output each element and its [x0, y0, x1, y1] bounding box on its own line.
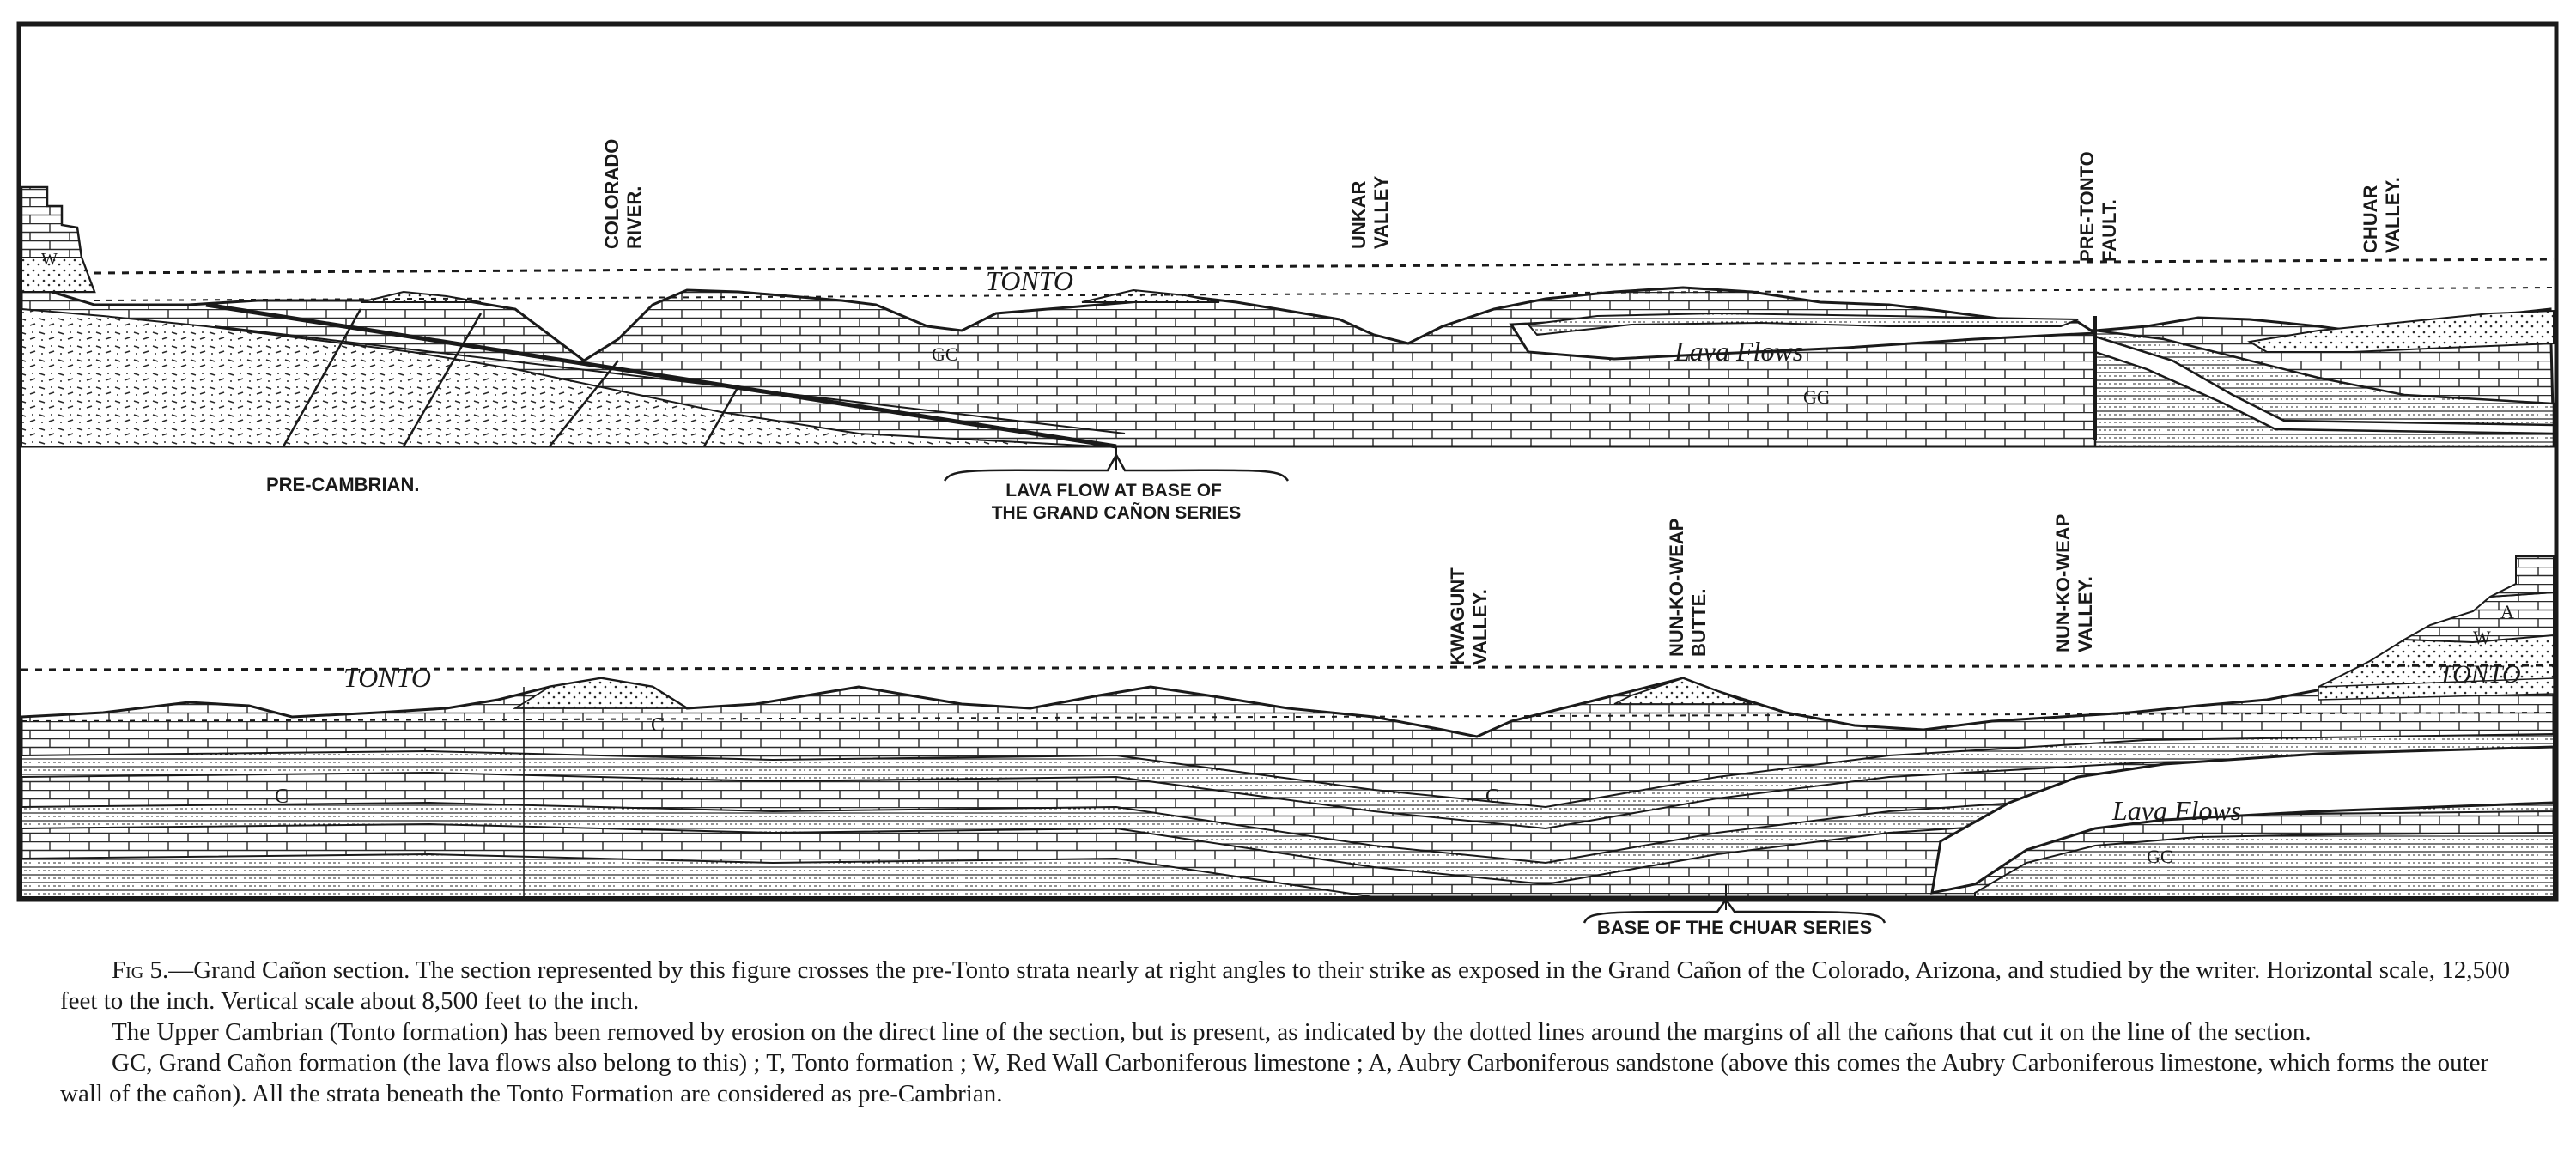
svg-text:NUN-KO-WEAP VALLEY. [2052, 509, 2096, 652]
caption-paragraph-1 [60, 955, 2533, 1016]
label-unkar-valley-1: UNKAR [1348, 180, 1370, 249]
label-top-w: W [41, 250, 58, 269]
label-top-gc-left: GC [932, 343, 958, 365]
label-nun-ko-weap-butte-2: BUTTE. [1688, 588, 1710, 657]
label-unkar-valley-2: VALLEY [1370, 175, 1392, 249]
label-pre-tonto-fault-1: PRE-TONTO [2076, 151, 2098, 262]
label-bottom-lava-flows: Lava Flows [2112, 795, 2242, 826]
caption-paragraph-3: GC, Grand Cañon formation (the lava flows also belong to this) ; T, Tonto formation ; W, Red Wall Carboniferous limestone ; A, Aubry Carboniferous sandstone (above this comes the Aubry Carboniferous limestone, which forms the outer wall of the cañon). All the strata beneath the Tonto Formation are considered as pre-Cambrian. [60, 1049, 2489, 1107]
svg-text:LAVA FLOW AT BASE OF THE [992, 481, 1242, 523]
label-chuar-valley-2: VALLEY. [2382, 177, 2403, 253]
label-base-chuar-series: BASE OF THE CHUAR SERIES [1596, 917, 1873, 938]
label-bottom-c-3: C [1485, 786, 1500, 808]
svg-text:CHUAR VALLEY. [2360, 177, 2403, 253]
label-bottom-w: W [2473, 627, 2491, 648]
svg-text:UNKAR VALLEY [1348, 175, 1392, 249]
label-bottom-tonto-left: TONTO [343, 662, 431, 693]
label-bottom-tonto-right: TONTO [2439, 660, 2521, 689]
caption-line-1: —Grand Cañon section. The section represented by this figure crosses the pre-Tonto strata nearly at right angles to their strike as exposed in the Grand Cañon of the Colorado, Arizona, and studied by the writer. Horizontal scale, 12,500 feet to the inch. Vertical scale about 8,500 feet to the inch. [60, 956, 2510, 1015]
label-bottom-a: A [2500, 601, 2514, 622]
label-bottom-c-2: C [275, 786, 289, 808]
label-kwagunt-valley-2: VALLEY. [1469, 589, 1491, 665]
label-top-tonto: TONTO [986, 265, 1073, 296]
label-pre-cambrian: PRE-CAMBRIAN. [266, 474, 420, 495]
top-tonto-dotted-line [94, 259, 2554, 273]
top-section [21, 134, 2554, 523]
label-top-lava-flows: Lava Flows [1674, 336, 1804, 367]
label-lava-flow-base-2: THE GRAND CAÑON SERIES [991, 503, 1242, 523]
label-pre-tonto-fault-2: FAULT. [2099, 199, 2120, 262]
svg-text:PRE-TONTO FAULT. [2076, 146, 2120, 262]
label-bottom-c-1: C [651, 714, 665, 737]
svg-text:NUN-KO-WEAP BUTTE. [1666, 513, 1710, 657]
label-nun-ko-weap-valley-2: VALLEY. [2075, 576, 2096, 652]
label-nun-ko-weap-butte-1: NUN-KO-WEAP [1666, 519, 1687, 657]
label-colorado-river-1: COLORADO [601, 138, 623, 249]
label-chuar-valley-1: CHUAR [2360, 185, 2381, 253]
label-colorado-river-2: RIVER. [623, 185, 645, 249]
label-top-gc-right: GC [1803, 386, 1830, 408]
figure-caption [60, 955, 2533, 1109]
caption-paragraph-2: The Upper Cambrian (Tonto formation) has been removed by erosion on the direct line of the section, but is present, as indicated by the dotted lines around the margins of all the cañons that cut it on the line of the section. [112, 1018, 2312, 1046]
bottom-section [21, 509, 2554, 938]
label-bottom-gc: GC [2147, 846, 2173, 867]
label-kwagunt-valley-1: KWAGUNT [1447, 567, 1468, 665]
caption-fig-label: Fig 5. [112, 956, 169, 984]
label-nun-ko-weap-valley-1: NUN-KO-WEAP [2052, 514, 2074, 652]
svg-text:COLORADO RIVER. [601, 134, 645, 249]
svg-text:KWAGUNT VALLEY. [1447, 562, 1491, 665]
label-lava-flow-base-1: LAVA FLOW AT BASE OF [1005, 481, 1222, 501]
